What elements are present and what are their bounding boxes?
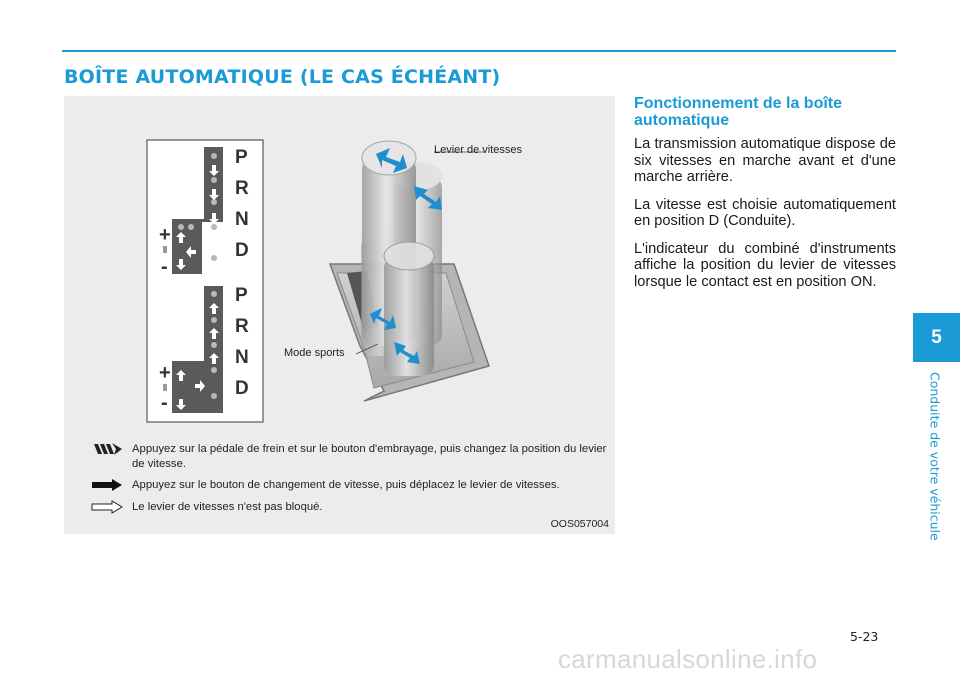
legend-text-outline: Le levier de vitesses n'est pas bloqué. — [132, 500, 323, 513]
callout-sport-mode: Mode sports — [284, 347, 345, 359]
gate-letters-lower — [235, 285, 257, 409]
gate-letter-d-lower: D — [235, 378, 249, 399]
page-number: 5-23 — [850, 629, 879, 644]
body-paragraph: L'indicateur du combiné d'instruments affiche la position du levier de vitesses lorsque le contact est en position ON. — [634, 240, 896, 290]
figure-code: OOS057004 — [550, 518, 609, 530]
callout-shift-lever: Levier de vitesses — [434, 144, 523, 156]
hatched-arrow-icon — [88, 442, 130, 456]
gate-letter-p: P — [235, 147, 248, 168]
chapter-label: Conduite de votre véhicule — [927, 371, 943, 541]
header-rule — [62, 50, 896, 52]
body-paragraph: La transmission automatique dispose de six vitesses en marche avant et d'une marche arrière. — [634, 136, 896, 185]
gate-letter-p-lower: P — [235, 285, 248, 306]
subsection-heading: Fonctionnement de la boîte automatique — [634, 95, 843, 129]
gate-letters-upper — [235, 147, 257, 271]
gate-letter-r-lower: R — [235, 316, 249, 337]
solid-arrow-icon — [88, 478, 130, 492]
minus-sign-lower: - — [161, 392, 168, 414]
gate-letter-n: N — [235, 209, 249, 230]
shift-diagram-art — [64, 96, 615, 436]
outline-arrow-icon — [88, 500, 130, 514]
plus-sign-lower: + — [159, 362, 171, 384]
watermark: carmanualsonline.info — [558, 644, 818, 674]
legend-text-solid: Appuyez sur le bouton de changement de vitesse, puis déplacez le levier de vitesses. — [132, 479, 560, 491]
gate-letter-d: D — [235, 240, 249, 261]
plus-sign-upper: + — [159, 224, 171, 246]
body-paragraph: La vitesse est choisie automatiquement en position D (Conduite). — [634, 196, 896, 229]
body-text — [634, 136, 896, 301]
figure-legend — [88, 442, 608, 521]
chapter-tab[interactable]: 5 — [913, 313, 960, 362]
section-title: BOÎTE AUTOMATIQUE (LE CAS ÉCHÉANT) — [64, 66, 501, 88]
legend-text-hatched: Appuyez sur la pédale de frein et sur le bouton d'embrayage, puis changez la position du levier de vitesse. — [132, 443, 607, 470]
legend-item — [88, 500, 608, 515]
legend-item — [88, 478, 608, 493]
legend-item — [88, 442, 608, 471]
minus-sign-upper: - — [161, 256, 168, 278]
gate-letter-r: R — [235, 178, 249, 199]
gate-letter-n-lower: N — [235, 347, 249, 368]
shift-illustration — [64, 96, 615, 534]
